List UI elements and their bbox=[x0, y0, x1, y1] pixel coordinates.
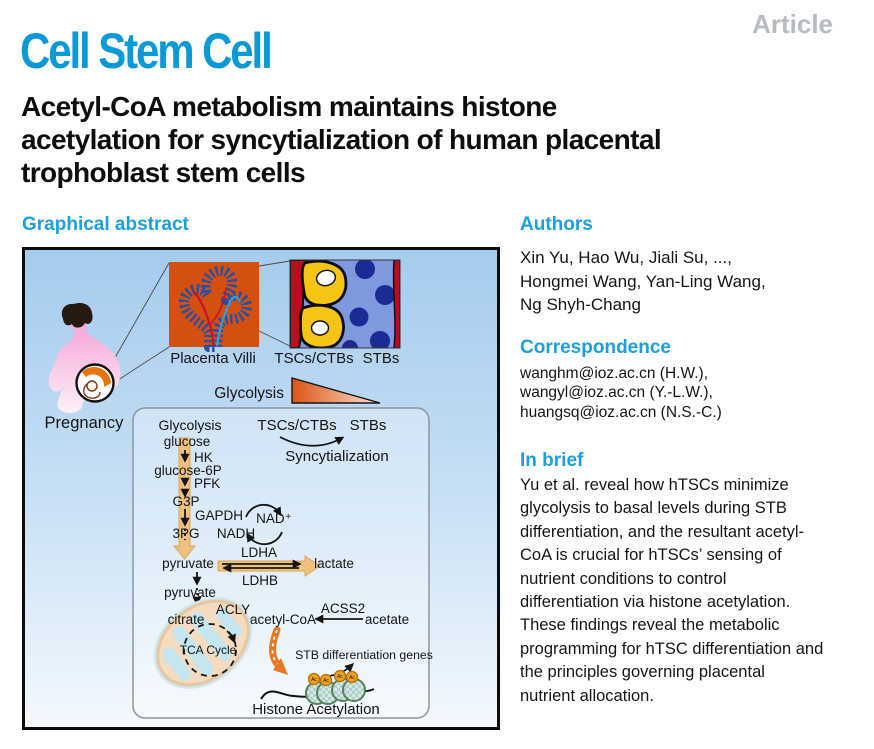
acetyl-coa-label: acetyl-CoA bbox=[249, 612, 317, 627]
author-line: Xin Yu, Hao Wu, Jiali Su, ..., bbox=[520, 248, 732, 267]
pathway-glycolysis-label: Glycolysis bbox=[158, 417, 222, 433]
nadh-label: NADH bbox=[216, 526, 256, 541]
g3p-label: G3P bbox=[172, 494, 200, 509]
email-line: huangsq@ioz.ac.cn (N.S.-C.) bbox=[520, 403, 722, 421]
graphical-abstract-heading: Graphical abstract bbox=[22, 214, 189, 235]
acly-label: ACLY bbox=[215, 602, 251, 617]
title-line: trophoblast stem cells bbox=[21, 157, 305, 188]
pfk-label: PFK bbox=[194, 476, 221, 491]
tsc-stb-image bbox=[290, 259, 400, 356]
citrate-label: citrate bbox=[167, 612, 205, 627]
author-line: Ng Shyh-Chang bbox=[520, 295, 641, 314]
brief-line: nutrient conditions to control bbox=[520, 569, 727, 588]
author-list bbox=[520, 246, 766, 317]
correspondence-heading: Correspondence bbox=[520, 337, 671, 358]
article-type-label: Article bbox=[752, 9, 833, 39]
brief-line: CoA is crucial for hTSCs’ sensing of bbox=[520, 546, 782, 565]
acss2-label: ACSS2 bbox=[320, 601, 366, 616]
journal-logo: Cell Stem Cell bbox=[20, 23, 271, 79]
tca-cycle-label: TCA Cycle bbox=[179, 643, 237, 657]
acetate-label: acetate bbox=[364, 612, 410, 627]
brief-line: glycolysis to basal levels during STB bbox=[520, 499, 787, 518]
placenta-villi-image bbox=[169, 262, 259, 347]
brief-line: These findings reveal the metabolic bbox=[520, 616, 780, 635]
3pg-label: 3PG bbox=[172, 526, 200, 541]
histone-acetylation-label: Histone Acetylation bbox=[252, 701, 380, 718]
placenta-villi-label: Placenta Villi bbox=[170, 350, 256, 367]
ac-label: Ac bbox=[311, 677, 317, 683]
in-brief-heading: In brief bbox=[520, 450, 584, 471]
graphical-abstract-svg bbox=[22, 247, 500, 730]
brief-line: the principles governing placental bbox=[520, 663, 765, 682]
ldhb-label: LDHB bbox=[241, 573, 279, 588]
lactate-label: lactate bbox=[314, 556, 354, 571]
in-brief-text bbox=[520, 474, 823, 708]
pyruvate-mito-label: pyruvate bbox=[164, 585, 216, 600]
ac-label: Ac bbox=[323, 678, 329, 684]
email-line: wangyl@ioz.ac.cn (Y.-L.W.), bbox=[520, 384, 713, 402]
ldha-label: LDHA bbox=[240, 545, 278, 560]
brief-line: programming for hTSC differentiation and bbox=[520, 639, 824, 658]
article-title bbox=[21, 90, 851, 189]
stb-genes-label: STB differentiation genes bbox=[295, 648, 433, 662]
brief-line: differentiation via histone acetylation. bbox=[520, 593, 791, 612]
fetus-head bbox=[87, 381, 97, 391]
syncytialization-tscs-label: TSCs/CTBs bbox=[257, 417, 337, 434]
brief-line: nutrient allocation. bbox=[520, 686, 654, 705]
glycolysis-triangle-label: Glycolysis bbox=[214, 385, 284, 402]
authors-heading: Authors bbox=[520, 214, 593, 235]
hk-label: HK bbox=[194, 450, 213, 465]
tsc-nucleus bbox=[312, 321, 329, 335]
author-line: Hongmei Wang, Yan-Ling Wang, bbox=[520, 271, 766, 291]
brief-line: differentiation, and the resultant acetyl- bbox=[520, 522, 805, 541]
stbs-label: STBs bbox=[362, 350, 400, 367]
ac-label: Ac bbox=[349, 675, 355, 681]
pregnancy-label: Pregnancy bbox=[44, 414, 124, 432]
email-line: wanghm@ioz.ac.cn (H.W.), bbox=[520, 365, 709, 382]
ac-label: Ac bbox=[337, 674, 343, 680]
correspondence-emails bbox=[520, 364, 722, 422]
glucose6p-label: glucose-6P bbox=[154, 463, 222, 478]
right-red-band bbox=[394, 260, 400, 348]
glucose-label: glucose bbox=[163, 434, 211, 449]
title-line: Acetyl-CoA metabolism maintains histone bbox=[21, 91, 557, 122]
gapdh-label: GAPDH bbox=[195, 508, 244, 523]
nad-label: NAD⁺ bbox=[256, 511, 292, 526]
syncytialization-label: Syncytialization bbox=[285, 448, 389, 465]
brief-line: Yu et al. reveal how hTSCs minimize bbox=[520, 476, 789, 494]
tscs-ctbs-label: TSCs/CTBs bbox=[274, 350, 354, 367]
title-line: acetylation for syncytialization of human placental bbox=[21, 124, 661, 155]
pyruvate-label: pyruvate bbox=[162, 556, 214, 571]
syncytialization-stbs-label: STBs bbox=[349, 417, 387, 434]
graphical-abstract-figure bbox=[22, 247, 500, 730]
